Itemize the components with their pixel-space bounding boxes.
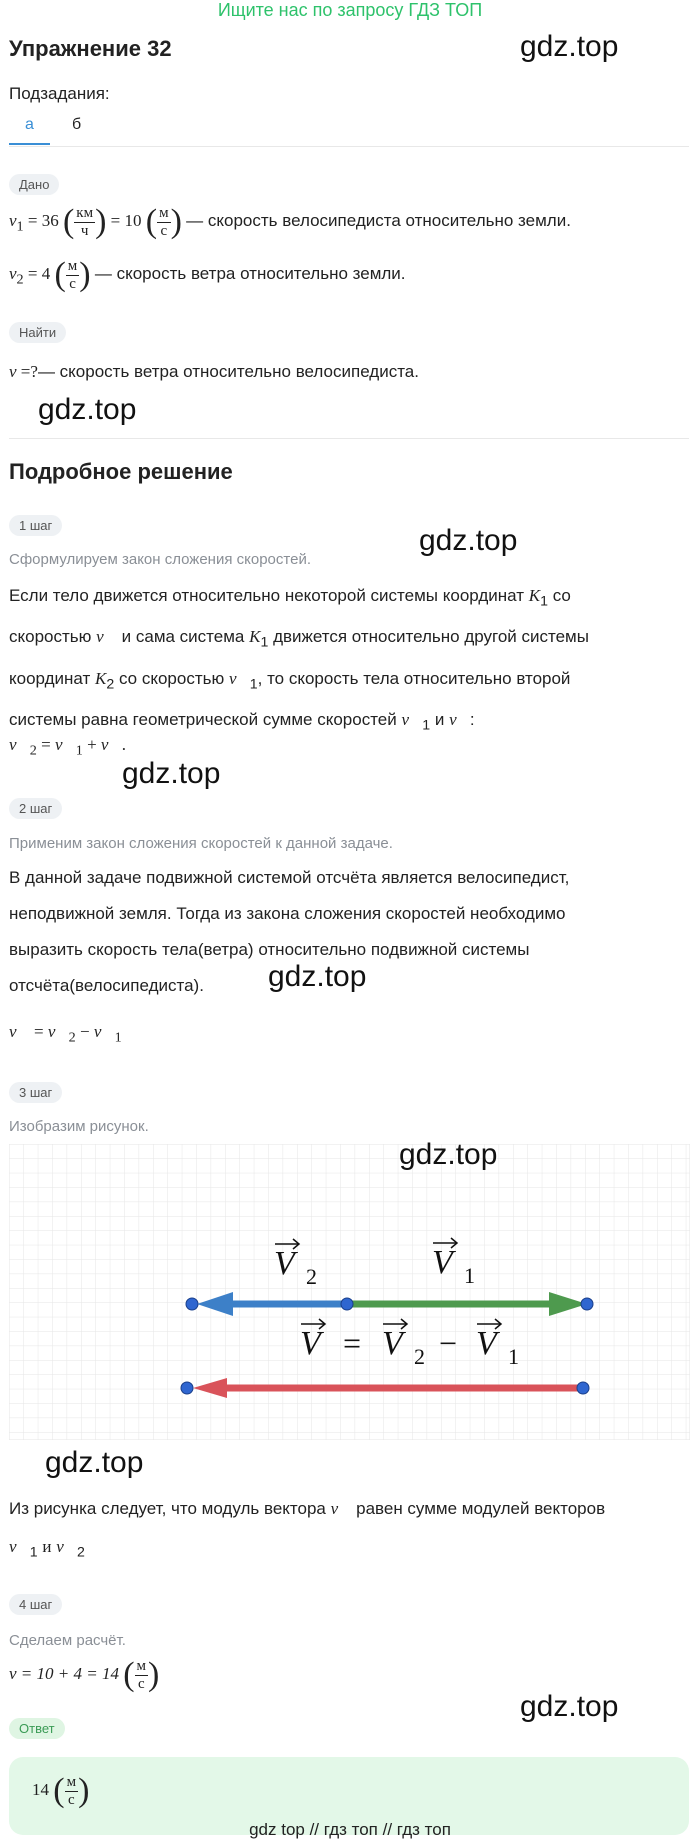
subtasks-label: Подзадания: [9,84,110,103]
divider [9,146,689,147]
watermark: gdz.top [45,1446,144,1479]
answer-value: 14 ( $\frac{м}{с}$ ) [32,1772,90,1809]
svg-text:=: = [343,1325,362,1361]
given-badge: Дано [9,176,59,194]
svg-text:V: V [300,1325,321,1362]
watermark: gdz.top [122,757,221,790]
svg-text:V: V [476,1325,497,1362]
tab-b[interactable]: б [72,116,82,133]
step1-badge: 1 шаг [9,517,62,535]
page-title: Упражнение 32 [9,36,172,61]
svg-text:V: V [382,1325,403,1362]
given-v2-line: $v_2 = 4$ ( $\frac{м}{с}$ ) — скорость ветра относительно земли. [9,256,406,293]
step4-badge: 4 шаг [9,1596,62,1614]
solution-heading: Подробное решение [9,459,233,484]
step2-badge: 2 шаг [9,800,62,818]
svg-text:1: 1 [464,1263,475,1288]
step4-hint: Сделаем расчёт. [9,1632,126,1649]
point-v2-end [186,1298,198,1310]
svg-text:V: V [274,1245,295,1282]
step3-hint: Изобразим рисунок. [9,1118,149,1135]
step2-formula: v⃗ = $v⃗_2$ − $v⃗_1$ [9,1022,122,1046]
point-v-start [577,1382,589,1394]
watermark: gdz.top [520,1690,619,1723]
step3-badge: 3 шаг [9,1084,62,1102]
footer-links[interactable]: gdz top // гдз топ // гдз топ [249,1820,451,1839]
answer-badge: Ответ [9,1720,65,1738]
watermark: gdz.top [419,524,518,557]
find-badge: Найти [9,324,66,342]
svg-text:2: 2 [306,1264,317,1289]
watermark: gdz.top [38,393,137,426]
svg-text:1: 1 [508,1344,519,1369]
svg-text:2: 2 [414,1344,425,1369]
find-text: — скорость ветра относительно велосипедиста. [37,362,419,381]
tab-a[interactable]: а [25,116,34,133]
find-line: v =?— скорость ветра относительно велосипедиста. [9,362,419,381]
svg-text:V: V [432,1244,453,1281]
divider [9,438,689,439]
given-v1-text: — скорость велосипедиста относительно земли. [186,210,571,230]
watermark: gdz.top [399,1138,498,1171]
given-v2-text: — скорость ветра относительно земли. [94,263,406,283]
given-v1-line: $v_1 = 36$ ( $\frac{км}{ч}$ ) = 10 ( $\frac{м}{с}$ ) — скорость велосипедиста относительно земли. [9,203,571,240]
point-origin [341,1298,353,1310]
search-banner: Ищите нас по запросу ГДЗ ТОП [217,0,483,20]
point-v-end [181,1382,193,1394]
svg-text:−: − [439,1325,458,1361]
active-tab-underline [9,143,50,145]
step1-hint: Сформулируем закон сложения скоростей. [9,551,311,568]
watermark: gdz.top [268,960,367,993]
watermark: gdz.top [520,30,619,63]
figure-grid [9,1144,690,1440]
vector-figure [9,1144,690,1440]
step1-text: Если тело движется относительно некоторой системы координат $K_1$ со скоростью v⃗ и сама система $K_1$ движется относительно другой системы координат $K_2$ со скоростью $v⃗_1$, то скорость тела относительно второй системы равна геометрической сумме скоростей $v⃗_1$ и v⃗: [9,586,589,734]
step3-conclusion: Из рисунка следует, что модуль вектора v⃗ равен сумме модулей векторов $v⃗_1$ и $v⃗_2$ [9,1499,606,1561]
step2-text: В данной задаче подвижной системой отсчёта является велосипедист, неподвижной земля. Тогда из закона сложения скоростей необходимо выразить скорость тела(ветра) относительно подвижной системы отсчёта(велосипедиста). [9,868,570,995]
step2-hint: Применим закон сложения скоростей к данной задаче. [9,835,393,852]
point-v1-end [581,1298,593,1310]
step1-formula: $v⃗_2$ = $v⃗_1$ + v⃗. [9,735,126,759]
step4-formula: v = 10 + 4 = 14 ( $\frac{м}{с}$ ) [9,1656,160,1693]
